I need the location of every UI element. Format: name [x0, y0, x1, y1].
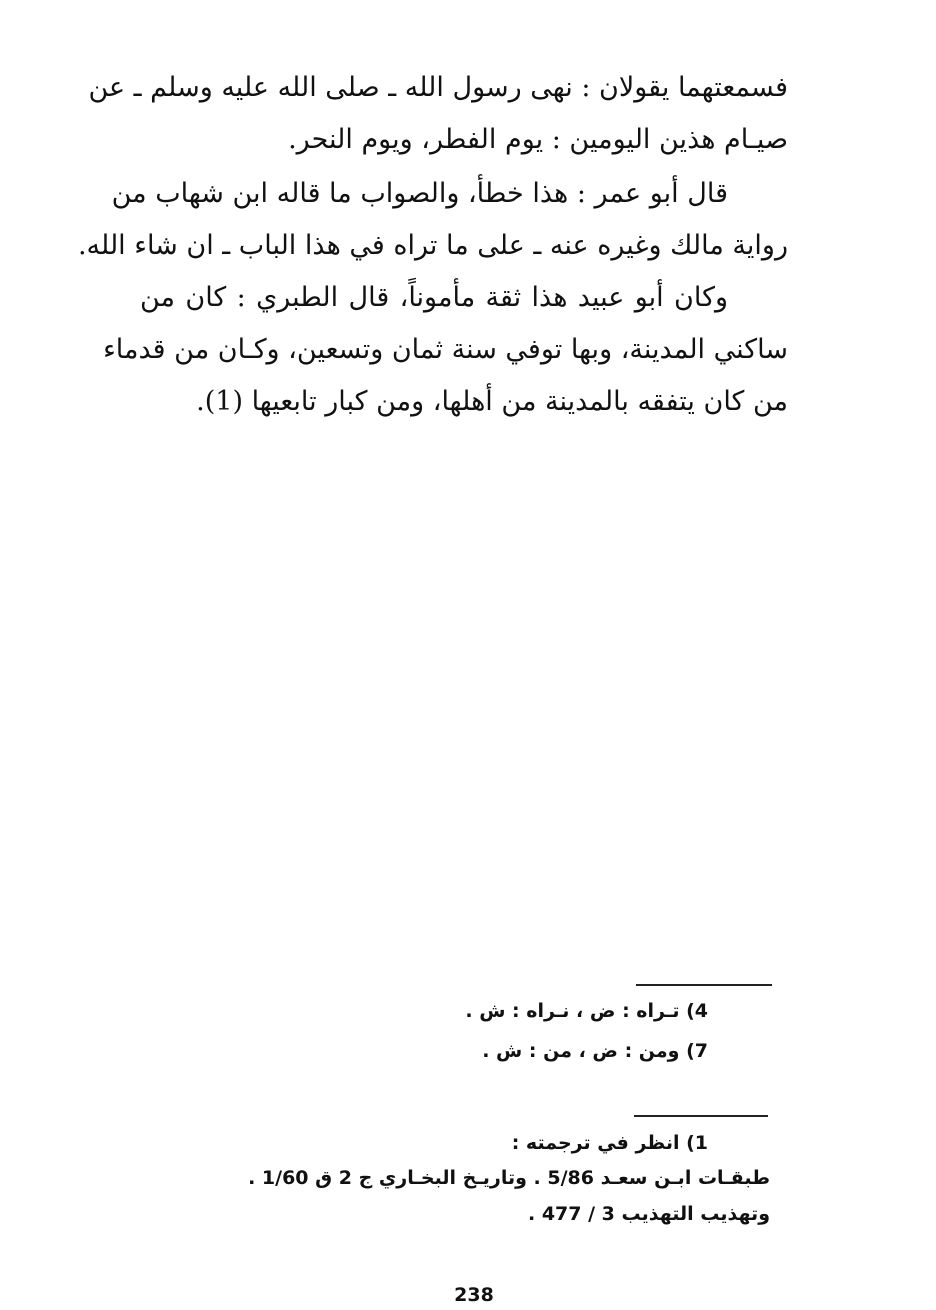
- footnote-line: وتهذيب التهذيب 3 / 477 .: [527, 1203, 770, 1225]
- paragraph-1: [88, 62, 788, 166]
- text-line: صيـام هذين اليومين : يوم الفطر، ويوم النحر.: [288, 124, 788, 155]
- page-number: 238: [454, 1284, 494, 1306]
- variant-note: 4) تـراه : ض ، نـراه : ش .: [465, 1000, 708, 1022]
- footnotes-divider: [634, 1115, 768, 1117]
- text-line: رواية مالك وغيره عنه ـ على ما تراه في هذا الباب ـ ان شاء الله.: [77, 230, 788, 261]
- variant-note: 7) ومن : ض ، من : ش .: [482, 1040, 708, 1062]
- paragraph-3: [103, 272, 788, 428]
- variants-divider: [636, 984, 772, 986]
- text-line: من كان يتفقه بالمدينة من أهلها، ومن كبار تابعيها (1).: [196, 386, 788, 417]
- text-line: وكان أبو عبيد هذا ثقة مأموناً، قال الطبري : كان من: [140, 282, 728, 313]
- paragraph-2: [77, 168, 788, 272]
- text-line: ساكني المدينة، وبها توفي سنة ثمان وتسعين، وكـان من قدماء: [103, 334, 788, 365]
- footnote-heading: 1) انظر في ترجمته :: [511, 1132, 708, 1154]
- text-line: فسمعتهما يقولان : نهى رسول الله ـ صلى الله عليه وسلم ـ عن: [88, 72, 788, 103]
- text-line: قال أبو عمر : هذا خطأ، والصواب ما قاله ابن شهاب من: [111, 178, 728, 209]
- footnote-line: طبقـات ابـن سعـد 5/86 . وتاريـخ البخـاري ج 2 ق 1/60 .: [248, 1167, 770, 1189]
